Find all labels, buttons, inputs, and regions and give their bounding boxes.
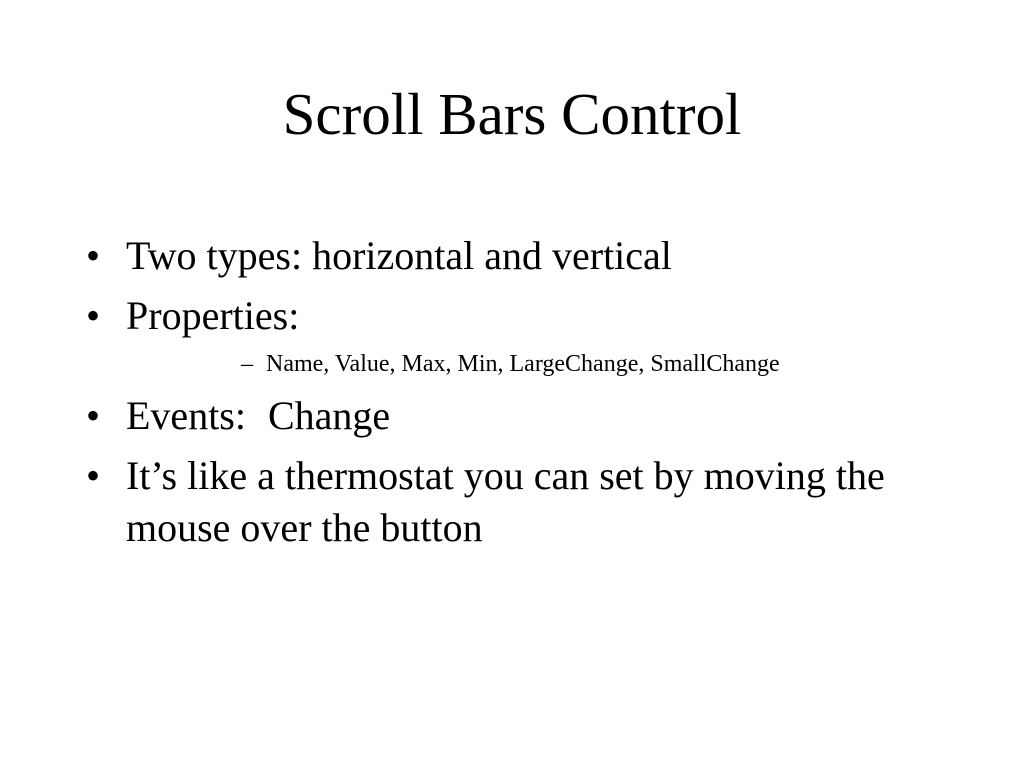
bullet-marker: • — [86, 453, 101, 498]
bullet-item-thermostat — [86, 450, 986, 554]
bullet-list — [86, 230, 986, 562]
bullet-item-properties — [86, 290, 986, 342]
sub-bullet-marker: – — [241, 351, 253, 377]
bullet-marker: • — [86, 393, 101, 438]
sub-bullet-text: Name, Value, Max, Min, LargeChange, SmallChange — [266, 351, 780, 377]
bullet-item-events — [86, 390, 986, 442]
slide-title: Scroll Bars Control — [282, 81, 742, 147]
bullet-text: Change — [267, 393, 391, 438]
bullet-label: Events: — [126, 393, 246, 438]
sub-bullet-item-property-list — [86, 348, 986, 380]
bullet-text: Two types: horizontal and vertical — [126, 233, 672, 278]
bullet-text: It’s like a thermostat you can set by moving the mouse over the button — [126, 453, 885, 550]
bullet-marker: • — [86, 293, 101, 338]
bullet-item-types — [86, 230, 986, 282]
bullet-marker: • — [86, 233, 101, 278]
bullet-text: Properties: — [126, 293, 300, 338]
